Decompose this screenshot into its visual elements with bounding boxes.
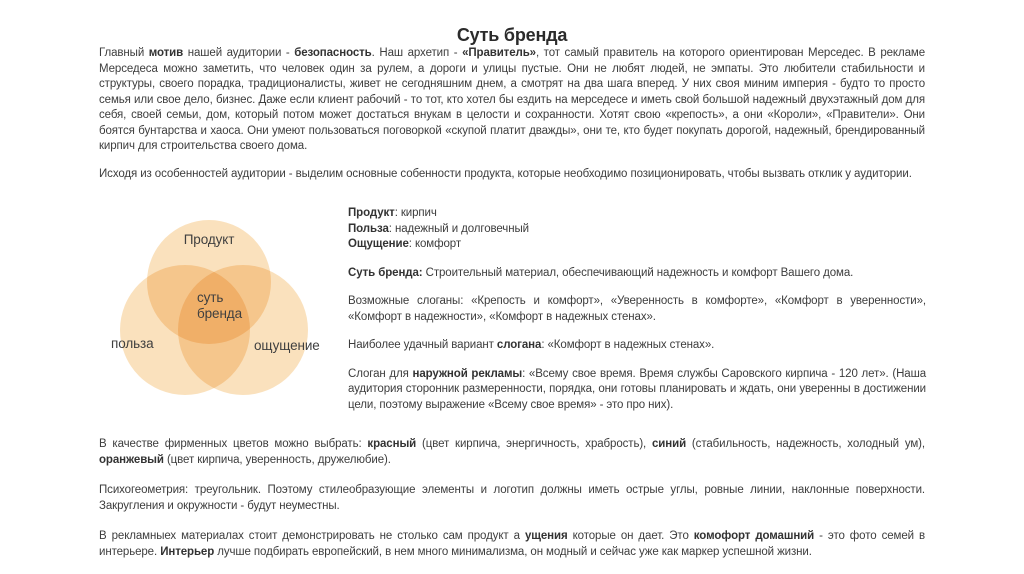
detail-feeling: Ощущение: комфорт: [348, 238, 461, 250]
paragraph-ad-materials: В рекламныех материалах стоит демонстрировать не столько сам продукт а ущения которые он дает. Это комофорт домашний - это фото семей в интерьере. Интерьер лучше подбирать европейский, в нем много минимализма, он модный и сейчас уже как маркер успешной жизни.: [99, 530, 925, 558]
page-title: Суть бренда: [456, 25, 568, 46]
closing-section: [99, 437, 925, 560]
detail-benefit: Польза: надежный и долговечный: [348, 222, 529, 235]
venn-label-center: [197, 290, 242, 321]
paragraph-brand-colors: В качестве фирменных цветов можно выбрать: красный (цвет кирпича, энергичность, храбрость), синий (стабильность, надежность, холодный ум), оранжевый (цвет кирпича, уверенность, дружелюбие).: [99, 438, 925, 466]
venn-label-center-line2: бренда: [197, 305, 242, 321]
venn-label-product: Продукт: [183, 232, 235, 247]
venn-label-benefit: польза: [111, 336, 154, 351]
product-details-section: [348, 206, 926, 413]
venn-circle-feeling: [178, 265, 308, 395]
intro-section: [99, 46, 925, 182]
brand-essence-statement: Суть бренда: Строительный материал, обеспечивающий надежность и комфорт Вашего дома.: [348, 266, 854, 279]
venn-label-center-line1: суть: [197, 290, 224, 305]
detail-product: Продукт: кирпич: [348, 207, 437, 219]
best-slogan: Наиболее удачный вариант слогана: «Комфорт в надежных стенах».: [348, 339, 715, 351]
intro-paragraph-positioning: Исходя из особенностей аудитории - выделим основные собенности продукта, которые необходимо позиционировать, чтобы вызвать отклик у аудитории.: [99, 167, 912, 180]
intro-paragraph-audience: Главный мотив нашей аудитории - безопасность. Наш архетип - «Правитель», тот самый правитель на которого ориентирован Мерседес. В рекламе Мерседеса можно заметить, что человек один за рулем, а дороги и улицы пустые. Они не любят людей, не эмпаты. Это любители стабильности и структуры, своего порадка, традиционалисты, живет не сегодняшним днем, а смотрят на два шага вперед. У них своя миним империя - будто то просто семья или свое дело, бизнес. Даже если клиент рабочий - то тот, кто хотел бы ездить на мерседесе и иметь свой большой надежный двухэтажный дом для себя, своей семьи, дом, который потом может достаться внукам в целости и сохранности. Хотят свою «крепость», а они «Короли», «Правители». Они боятся бунтарства и хаоса. Они умеют пользоваться поговоркой «скупой платит дважды», они те, кто будет покупать дорогой, надежный, брендированный кирпич для строительства своего дома.: [99, 47, 925, 152]
detail-triplet: [348, 206, 926, 253]
venn-label-feeling: ощущение: [254, 338, 320, 353]
brand-essence-venn-diagram: [100, 205, 340, 405]
possible-slogans: Возможные слоганы: «Крепость и комфорт», «Уверенность в комфорте», «Комфорт в уверенности», «Комфорт в надежности», «Комфорт в надежных стенах».: [348, 295, 926, 323]
paragraph-psychogeometry: Психогеометрия: треугольник. Поэтому стилеобразующие элементы и логотип должны иметь острые углы, ровные линии, наклонные поверхности. Закругления и окружности - будут неуместны.: [99, 484, 925, 512]
outdoor-ad-slogan: Слоган для наружной рекламы: «Всему свое время. Время службы Саровского кирпича - 120 лет». (Наша аудитория сторонник размеренности, порядка, они готовы планировать и ждать, они уверенны в достижении цели, поэтому выражение «Всему свое время» - это про них).: [348, 367, 927, 411]
